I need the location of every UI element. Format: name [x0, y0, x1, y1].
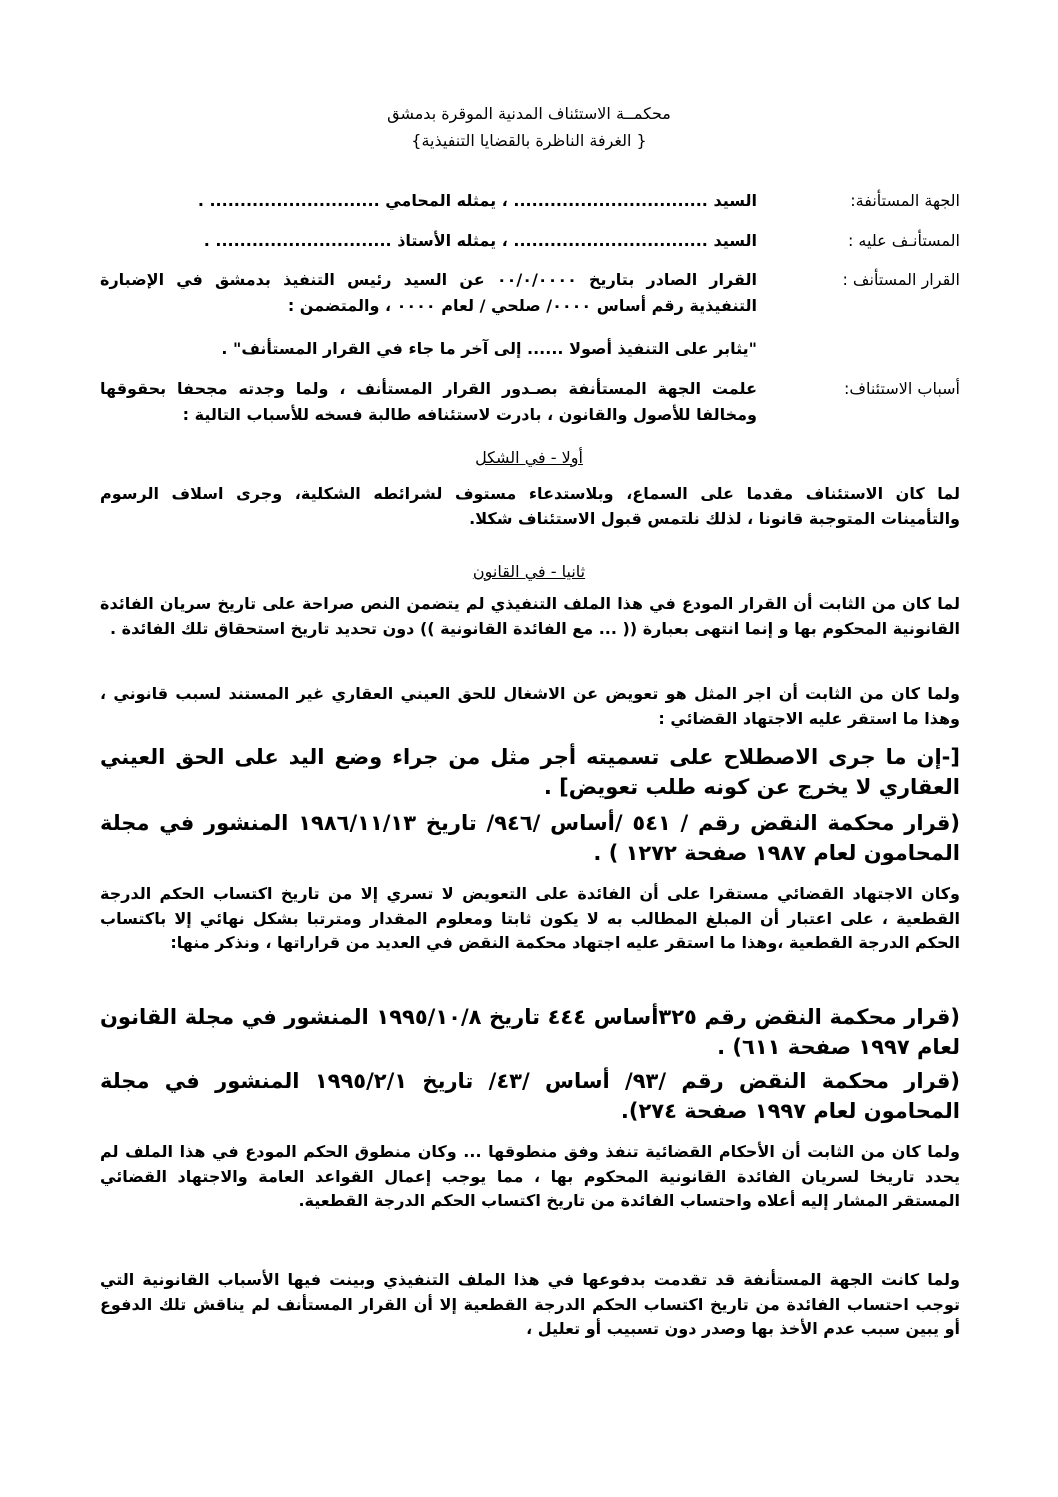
field-label: الجهة المستأنفة:: [850, 191, 960, 210]
citation-2: (قرار محكمة النقض رقم ٣٢٥أساس ٤٤٤ تاريخ ١٩٩٥/١٠/٨ المنشور في مجلة القانون لعام ١٩٩٧ صفحة ٦١١) .: [100, 1005, 960, 1059]
field-decision-quote: [100, 336, 960, 362]
section-heading-form: أولا - في الشكل: [475, 448, 583, 467]
field-respondent: [100, 228, 960, 254]
field-value: "يثابر على التنفيذ أصولا ...... إلى آخر ما جاء في القرار المستأنف" .: [221, 339, 757, 358]
quote-jurisprudence-1: [-إن ما جرى الاصطلاح على تسميته أجر مثل من جراء وضع اليد على الحق العيني العقاري لا يخرج عن كونه طلب تعويض] .: [100, 745, 960, 799]
field-value: القرار الصادر بتاريخ ٠٠/٠/٠٠٠٠ عن السيد رئيس التنفيذ بدمشق في الإضبارة التنفيذية رقم أساس ٠٠٠٠/ صلحي / لعام ٠٠٠٠ ، والمتضمن :: [100, 270, 757, 315]
field-value: السيد ................................ ، يمثله الأستاذ ............................. .: [203, 231, 757, 250]
field-label: القرار المستأنف :: [842, 270, 960, 289]
field-label: المستأنـف عليه :: [847, 231, 960, 250]
court-name: محكمــة الاستئناف المدنية الموقرة بدمشق: [387, 104, 671, 123]
field-label: أسباب الاستئناف:: [843, 379, 960, 398]
field-value: علمت الجهة المستأنفة بصـدور القرار المستأنف ، ولما وجدته مجحفا بحقوقها ومخالفا للأصول والقانون ، بادرت لاستئنافه طالبة فسخه للأسباب التالية :: [100, 379, 757, 424]
document-header: [0, 100, 1058, 154]
paragraph-law-2: ولما كان من الثابت أن اجر المثل هو تعويض عن الاشغال للحق العيني العقاري غير المستند لسبب قانوني ، وهذا ما استقر عليه الاجتهاد القضائي :: [100, 684, 960, 728]
field-value: السيد ................................ ، يمثله المحامي ............................ .: [197, 191, 757, 210]
citation-3: (قرار محكمة النقض رقم /٩٣/ أساس /٤٣/ تاريخ ١٩٩٥/٢/١ المنشور في مجلة المحامون لعام ١٩٩٧ صفحة ٢٧٤).: [100, 1069, 961, 1123]
paragraph-law-4: ولما كان من الثابت أن الأحكام القضائية تنفذ وفق منطوقها ... وكان منطوق الحكم المودع في هذا الملف لم يحدد تاريخا لسريان الفائدة القانونية المحكوم بها ، مما يوجب إعمال القواعد العامة والاجتهاد القضائي المستقر المشار إليه أعلاه واحتساب الفائدة من تاريخ اكتساب الحكم الدرجة القطعية.: [100, 1142, 960, 1210]
field-appellant: [100, 188, 960, 214]
field-appeal-reasons: [100, 376, 960, 428]
citation-1: (قرار محكمة النقض رقم / ٥٤١ /أساس /٩٤٦/ تاريخ ١٩٨٦/١١/١٣ المنشور في مجلة المحامون لعام ١٩٨٧ صفحة ١٢٧٢ ) .: [100, 811, 960, 865]
field-appealed-decision: [100, 267, 960, 319]
paragraph-form: لما كان الاستئناف مقدما على السماع، وبلاستدعاء مستوف لشرائطه الشكلية، وجرى اسلاف الرسوم والتأمينات المتوجبة قانونا ، لذلك نلتمس قبول الاستئناف شكلا.: [100, 484, 960, 528]
paragraph-law-3: وكان الاجتهاد القضائي مستقرا على أن الفائدة على التعويض لا تسري إلا من تاريخ اكتساب الحكم الدرجة القطعية ، على اعتبار أن المبلغ المطالب به لا يكون ثابتا ومعلوم المقدار ومترتبا بشكل نهائي إلا باكتساب الحكم الدرجة القطعية ،وهذا ما استقر عليه اجتهاد محكمة النقض في العديد من قراراتها ، ونذكر منها:: [100, 884, 960, 952]
section-heading-law: ثانيا - في القانون: [472, 562, 586, 581]
chamber-name: { الغرفة الناظرة بالقضايا التنفيذية}: [411, 131, 647, 150]
paragraph-law-5: ولما كانت الجهة المستأنفة قد تقدمت بدفوعها في هذا الملف التنفيذي وبينت فيها الأسباب القانونية التي توجب احتساب الفائدة من تاريخ اكتساب الحكم الدرجة القطعية إلا أن القرار المستأنف لم يناقش تلك الدفوع أو يبين سبب عدم الأخذ بها وصدر دون تسبيب أو تعليل ،: [100, 1270, 960, 1338]
paragraph-law-1: لما كان من الثابت أن القرار المودع في هذا الملف التنفيذي لم يتضمن النص صراحة على تاريخ سريان الفائدة القانونية المحكوم بها و إنما انتهى بعبارة (( ... مع الفائدة القانونية )) دون تحديد تاريخ استحقاق تلك الفائدة .: [100, 594, 960, 638]
